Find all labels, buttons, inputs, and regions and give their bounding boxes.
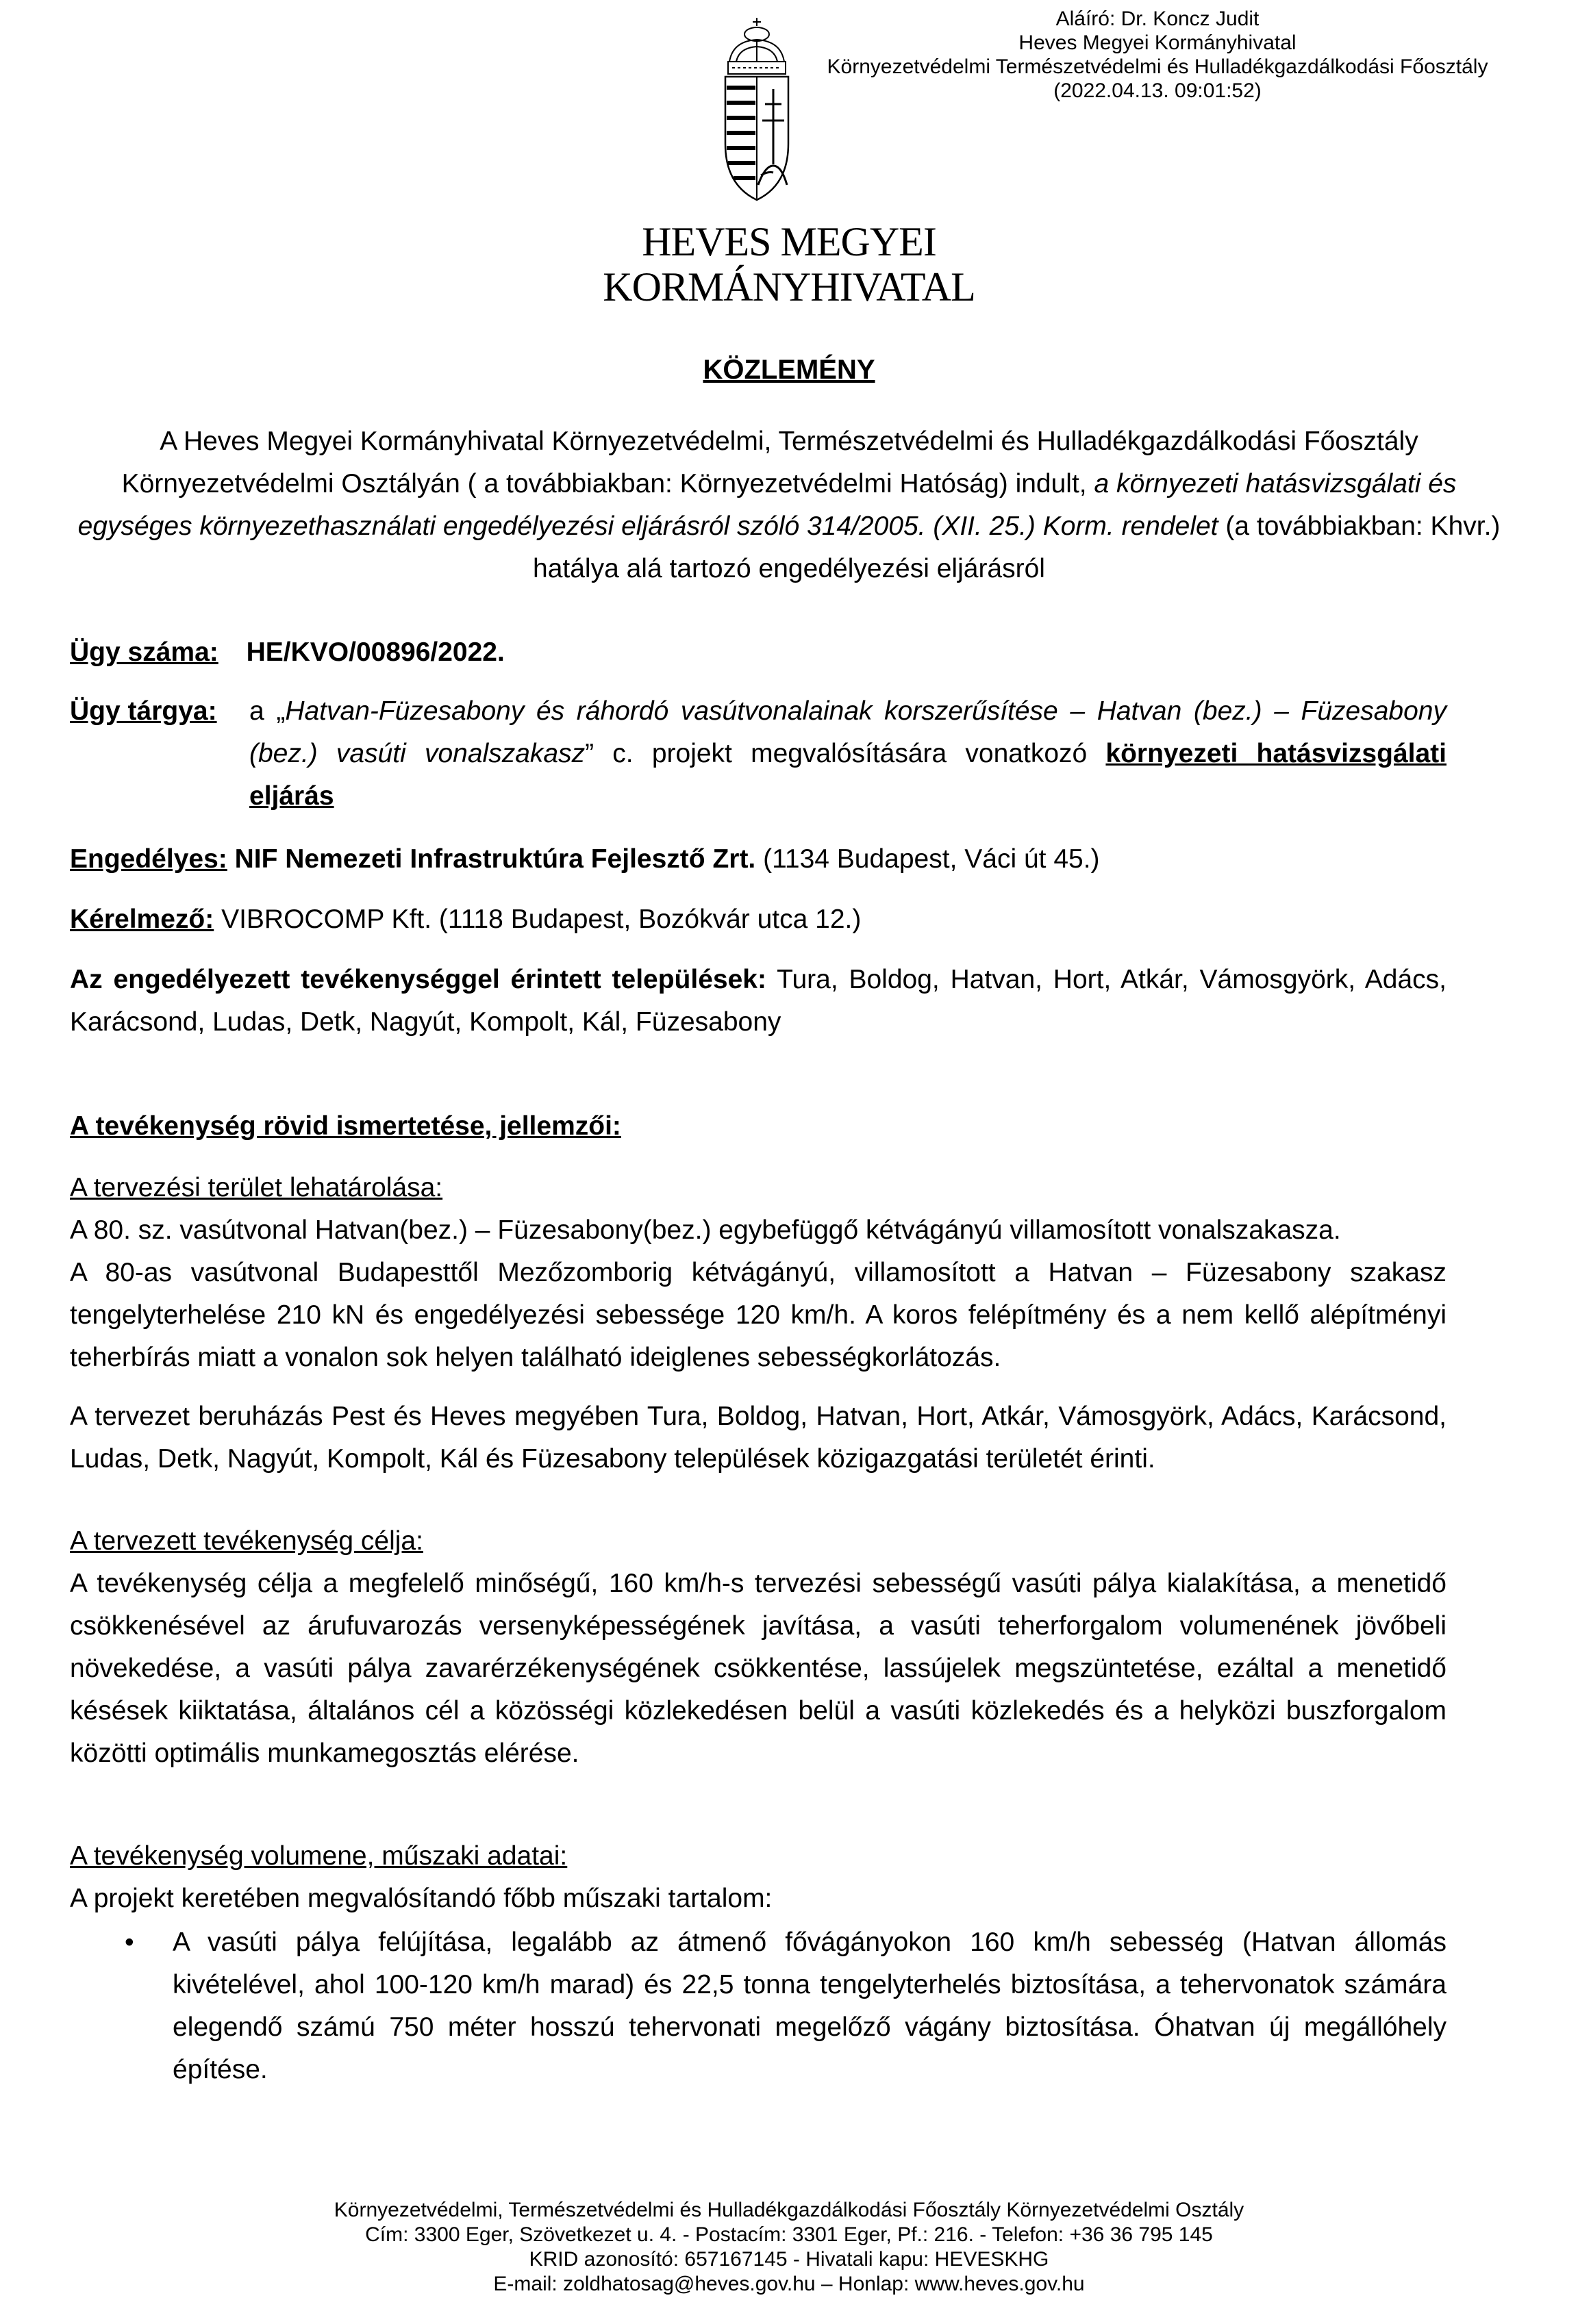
case-subject-prefix: a „ — [249, 696, 286, 726]
area-title: A tervezési terület lehatárolása: — [70, 1173, 443, 1202]
footer — [0, 2198, 1578, 2297]
footer-krid: KRID azonosító: 657167145 - Hivatali kapu: HEVESKHG — [529, 2248, 1049, 2271]
coat-of-arms-icon — [716, 14, 798, 205]
applicant-label: Kérelmező: — [70, 905, 214, 934]
org-name-text: KORMÁNYHIVATAL — [603, 264, 975, 310]
signer-department: Környezetvédelmi Természetvédelmi és Hulladékgazdálkodási Főosztály — [827, 55, 1488, 78]
footer-contact: E-mail: zoldhatosag@heves.gov.hu – Honlap: www.heves.gov.hu — [493, 2273, 1085, 2295]
signer-office: Heves Megyei Kormányhivatal — [1018, 31, 1297, 54]
settlements-value: Tura, Boldog, Hatvan, Hort, Atkár, Vámosgyörk, Adács, Karácsond, Ludas, Detk, Nagyút, Kompolt, Kál, Füzesabony — [70, 965, 1446, 1037]
section-title-text: A tevékenység rövid ismertetése, jellemzői: — [70, 1111, 621, 1141]
volume-list — [70, 1921, 1446, 2091]
area-block — [70, 1167, 1446, 1480]
case-subject-project: Hatvan-Füzesabony és ráhordó vasútvonalainak korszerűsítése – Hatvan (bez.) – Füzesabony (bez.) vasúti vonalszakasz — [249, 696, 1446, 768]
case-subject-label: Ügy tárgya: — [70, 696, 217, 726]
applicant-value: VIBROCOMP Kft. (1118 Budapest, Bozókvár utca 12.) — [214, 905, 862, 934]
area-paragraph-1: A 80. sz. vasútvonal Hatvan(bez.) – Füzesabony(bez.) egybefüggő kétvágányú villamosított vonalszakasza. — [70, 1215, 1341, 1245]
volume-intro: A projekt keretében megvalósítandó főbb műszaki tartalom: — [70, 1884, 773, 1913]
settlements-row — [70, 959, 1446, 1044]
licensee-name: NIF Nemezeti Infrastruktúra Fejlesztő Zrt. — [234, 844, 756, 874]
case-number-value: HE/KVO/00896/2022. — [246, 637, 505, 667]
licensee-row — [70, 838, 1446, 881]
footer-department: Környezetvédelmi, Természetvédelmi és Hulladékgazdálkodási Főosztály Környezetvédelmi Osztály — [334, 2199, 1244, 2221]
signer-name: Aláíró: Dr. Koncz Judit — [1055, 8, 1260, 30]
volume-title: A tevékenység volumene, műszaki adatai: — [70, 1841, 568, 1871]
signature-block — [753, 7, 1562, 103]
licensee-label: Engedélyes: — [70, 844, 227, 874]
case-subject-row — [70, 690, 1446, 818]
case-subject-procedure: környezeti hatásvizsgálati eljárás — [249, 739, 1446, 811]
case-number-row — [70, 631, 1446, 674]
list-item — [70, 1921, 1446, 2091]
org-name-line2 — [0, 263, 1578, 311]
volume-bullet-1: A vasúti pálya felújítása, legalább az átmenő fővágányokon 160 km/h sebesség (Hatvan állomás kivételével, ahol 100-120 km/h marad) és 22,5 tonna tengelyterhelés biztosítása, a tehervonatok számára elegendő számú 750 méter hosszú tehervonati megelőző vágány biztosítása. Óhatvan új megállóhely építése. — [173, 1928, 1446, 2084]
goal-block — [70, 1520, 1446, 1775]
signature-timestamp: (2022.04.13. 09:01:52) — [1053, 79, 1262, 102]
intro-text-end: (a továbbiakban: Khvr.) hatálya alá tartozó engedélyezési eljárásról — [533, 511, 1501, 583]
bullet-icon: • — [125, 1928, 134, 1957]
case-subject-body — [249, 690, 1446, 818]
document-title: KÖZLEMÉNY — [703, 355, 875, 385]
section-title — [70, 1105, 1446, 1148]
case-number-label: Ügy száma: — [70, 637, 218, 667]
case-subject-middle: ” c. projekt megvalósítására vonatkozó — [585, 739, 1106, 768]
volume-block — [70, 1835, 1446, 2091]
area-paragraph-2: A 80-as vasútvonal Budapesttől Mezőzomborig kétvágányú, villamosított a Hatvan – Füzesabony szakasz tengelyterhelése 210 kN és engedélyezési sebessége 120 km/h. A koros felépítmény és a nem kellő alépítményi teherbírás miatt a vonalon sok helyen található ideiglenes sebességkorlátozás. — [70, 1258, 1446, 1372]
org-name-text: HEVES MEGYEI — [642, 219, 936, 264]
goal-title: A tervezett tevékenység célja: — [70, 1526, 423, 1556]
area-paragraph-3: A tervezet beruházás Pest és Heves megyében Tura, Boldog, Hatvan, Hort, Atkár, Vámosgyörk, Adács, Karácsond, Ludas, Detk, Nagyút, Kompolt, Kál és Füzesabony települések közigazgatási területét érinti. — [70, 1402, 1446, 1474]
settlements-label: Az engedélyezett tevékenységgel érintett települések: — [70, 965, 766, 994]
goal-paragraph: A tevékenység célja a megfelelő minőségű, 160 km/h-s tervezési sebességű vasúti pálya kialakítása, a menetidő csökkenésével az árufuvarozás versenyképességének javítása, a vasúti teherforgalom volumenének jövőbeli növekedése, a vasúti pálya zavarérzékenységének csökkentése, lassújelek megszüntetése, ezáltal a menetidő késések kiiktatása, általános cél a közösségi közlekedésen belül a vasúti közlekedés és a helyközi buszforgalom közötti optimális munkamegosztás elérése. — [70, 1569, 1446, 1768]
licensee-address: (1134 Budapest, Váci út 45.) — [755, 844, 1100, 874]
intro-paragraph — [65, 420, 1513, 590]
applicant-row — [70, 898, 1446, 941]
intro-text-start: A Heves Megyei Kormányhivatal Környezetvédelmi, Természetvédelmi és Hulladékgazdálkodási Főosztály Környezetvédelmi Osztályán ( a továbbiakban: Környezetvédelmi Hatóság) indult, — [121, 427, 1418, 498]
intro-regulation: a környezeti hatásvizsgálati és egységes környezethasználati engedélyezési eljárásról szóló 314/2005. (XII. 25.) Korm. rendelet — [77, 469, 1457, 541]
org-name-line1 — [0, 218, 1578, 266]
footer-address: Cím: 3300 Eger, Szövetkezet u. 4. - Postacím: 3301 Eger, Pf.: 216. - Telefon: +36 36 795 145 — [365, 2223, 1213, 2246]
